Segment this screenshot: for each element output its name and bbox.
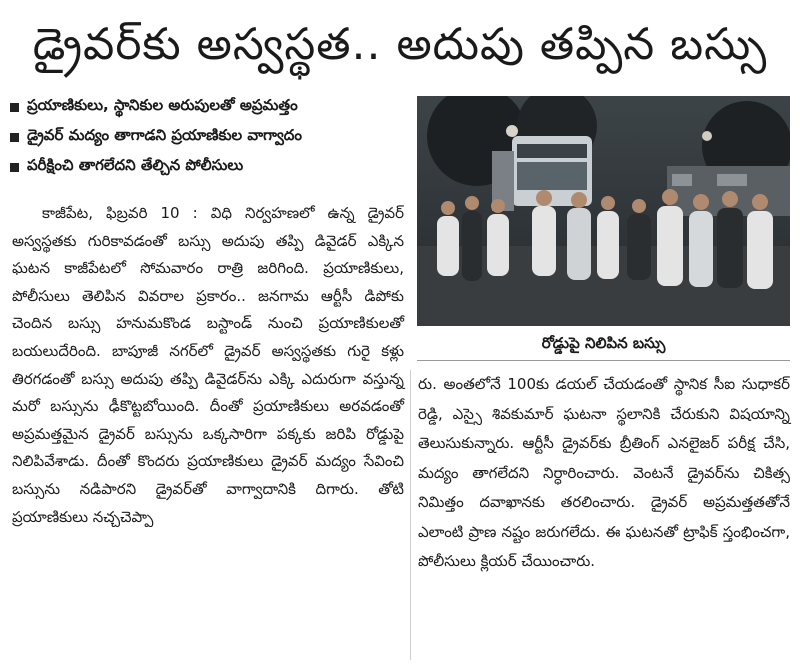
bullet-item bbox=[10, 122, 405, 152]
bullet-text: పరీక్షించి తాగలేదని తేల్చిన పోలీసులు bbox=[27, 156, 244, 174]
column-divider bbox=[410, 370, 411, 660]
bullet-list bbox=[10, 92, 405, 182]
bullet-item bbox=[10, 92, 405, 122]
bullet-item bbox=[10, 152, 405, 182]
square-bullet-icon bbox=[10, 133, 19, 142]
headline: డ్రైవర్‌కు అస్వస్థత.. అదుపు తప్పిన బస్సు bbox=[32, 19, 768, 70]
square-bullet-icon bbox=[10, 103, 19, 112]
article-body-left-column: కాజీపేట, ఫిబ్రవరి 10 : విధి నిర్వహణలో ఉన్న డ్రైవర్ అస్వస్థతకు గురికావడంతో బస్సు అదుపు తప్పి డివైడర్ ఎక్కిన ఘటన కాజీపేటలో సోమవారం రాత్రి జరిగింది. ప్రయాణికులు, పోలీసులు తెలిపిన వివరాల ప్రకారం.. జనగామ ఆర్టీసీ డిపోకు చెందిన బస్సు హనుమకొండ బస్టాండ్ నుంచి ప్రయాణికులతో బయలుదేరింది. బాపూజీ నగర్‌లో డ్రైవర్ అస్వస్థతకు గురై కళ్లు తిరగడంతో బస్సు అదుపు తప్పి డివైడర్‌ను ఎక్కి ఎదురుగా వస్తున్న మరో బస్సును ఢీకొట్టబోయింది. దీంతో ప్రయాణికులు అరవడంతో అప్రమత్తమైన డ్రైవర్ బస్సును ఒక్కసారిగా పక్కకు జరిపి రోడ్డుపై నిలిపివేశాడు. దీంతో కొందరు ప్రయాణికులు డ్రైవర్ మద్యం సేవించి బస్సును నడిపారని డ్రైవర్‌తో వాగ్వాదానికి దిగారు. తోటి ప్రయాణికులు నచ్చచెప్పా bbox=[12, 204, 404, 526]
photo-caption: రోడ్డుపై నిలిపిన బస్సు bbox=[417, 326, 790, 361]
bullet-text: ప్రయాణికులు, స్థానికుల అరుపులతో అప్రమత్తం bbox=[27, 96, 298, 114]
news-photo bbox=[417, 96, 790, 326]
article-body-right-column: రు. అంతలోనే 100కు డయల్ చేయడంతో స్థానిక సీఐ సుధాకర్ రెడ్డి, ఎస్సై శివకుమార్ ఘటనా స్థలానికి చేరుకుని విషయాన్ని తెలుసుకున్నారు. ఆర్టీసీ డ్రైవర్‌కు బ్రీతింగ్ ఎనలైజర్ పరీక్ష చేసి, మద్యం తాగలేదని నిర్ధారించారు. వెంటనే డ్రైవర్‌ను చికిత్స నిమిత్తం దవాఖానకు తరలించారు. డ్రైవర్ అప్రమత్తతతోనే ఎలాంటి ప్రాణ నష్టం జరుగలేదు. ఈ ఘటనతో ట్రాఫిక్ స్తంభించగా, పోలీసులు క్లియర్ చేయించారు. bbox=[418, 375, 790, 570]
bullet-text: డ్రైవర్ మద్యం తాగాడని ప్రయాణికుల వాగ్వాదం bbox=[27, 126, 303, 144]
bus-on-road-photo bbox=[417, 96, 790, 326]
square-bullet-icon bbox=[10, 163, 19, 172]
